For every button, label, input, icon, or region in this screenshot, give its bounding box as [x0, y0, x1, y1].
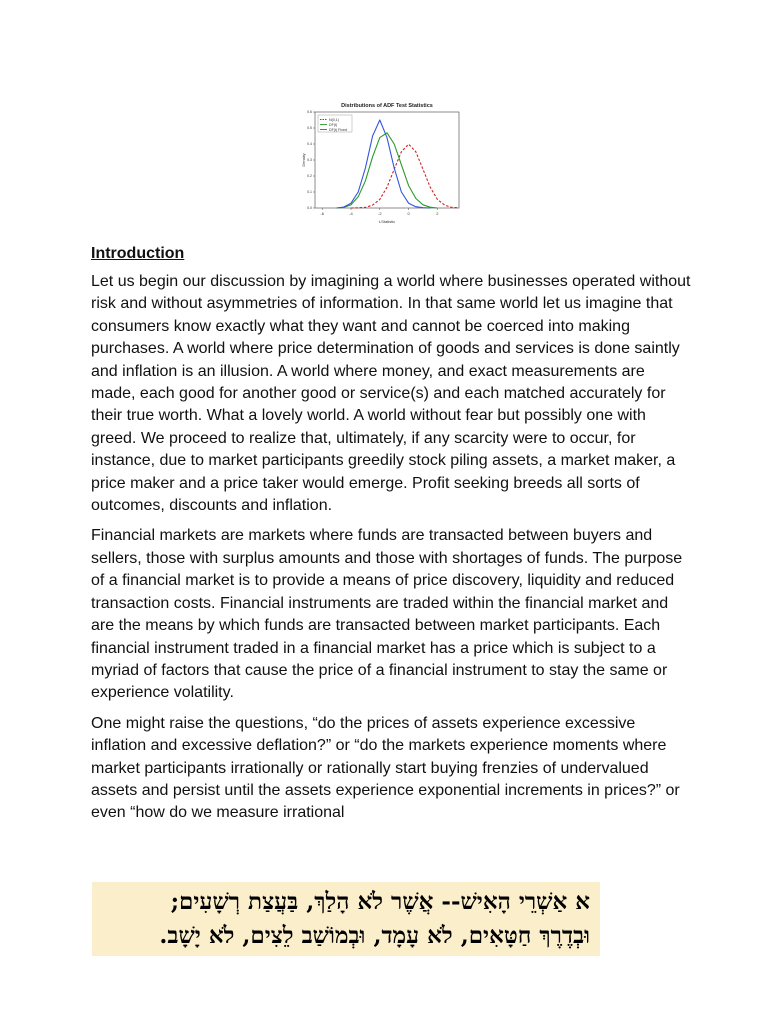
y-tick-label: 0.3 [307, 158, 312, 162]
section-heading: Introduction [91, 245, 185, 262]
chart-title: Distributions of ADF Test Statistics [341, 103, 433, 109]
series-line-3 [337, 120, 431, 208]
hebrew-verse-image [92, 882, 600, 956]
hebrew-line-2: וּבְדֶרֶךְ חַטָּאִים, לֹא עָמָד, וּבְמוֹשַׁב לֵצִים, לֹא יָשָׁב. [159, 922, 590, 949]
paragraph-2: Financial markets are markets where funds are transacted between buyers and sellers, those with surplus amounts and those with shortages of funds. The purpose of a financial market is to provide a means of price discovery, liquidity and reduced transaction costs. Financial instruments are traded within the financial market and are the means by which funds are transacted between market participants. Each financial instrument traded in a financial market has a price which is subject to a myriad of factors that cause the price of a financial instrument to stay the same or experience volatility. [91, 527, 683, 702]
legend-label-2: DF(t) [329, 122, 338, 127]
paragraph-3: One might raise the questions, “do the prices of assets experience excessive inflation and excessive deflation?” or “do the markets experience moments where market participants irrationally or rationally start buying frenzies of undervalued assets and persist until the assets experience exponential increments in prices?” or even “how do we measure irrational [91, 714, 680, 822]
y-tick-label: 0.4 [307, 142, 312, 146]
document-body [91, 243, 691, 833]
y-tick-label: 0.6 [307, 110, 312, 114]
legend-label-1: N(0,1) [329, 117, 339, 122]
y-tick-label: 0.2 [307, 174, 312, 178]
x-tick-label: 2 [436, 211, 439, 216]
x-tick-label: -4 [349, 211, 353, 216]
series-line-2 [337, 133, 438, 208]
y-axis-label: Density [301, 153, 306, 167]
legend-label-3: DF(t) Fixed [329, 127, 347, 132]
y-tick-label: 0.5 [307, 126, 312, 130]
chart-svg [301, 98, 467, 230]
x-tick-label: -2 [378, 211, 382, 216]
x-axis-label: t-Statistic [378, 219, 396, 224]
hebrew-line-1: א אַשְׁרֵי הָאִישׁ-- אֲשֶׁר לֹא הָלַךְ, בַּעֲצַת רְשָׁעִים; [170, 888, 590, 915]
x-tick-label: 0 [407, 211, 410, 216]
adf-distribution-chart [301, 98, 467, 230]
x-tick-label: -6 [320, 211, 324, 216]
y-tick-label: 0.0 [307, 206, 312, 210]
y-tick-label: 0.1 [307, 190, 312, 194]
paragraph-1: Let us begin our discussion by imagining a world where businesses operated without risk and without asymmetries of information. In that same world let us imagine that consumers know exactly what they want and cannot be coerced into making purchases. A world where price determination of goods and services is done saintly and inflation is an illusion. A world where money, and exact measurements are made, each good for another good or service(s) and each matched accurately for their true worth. What a lovely world. A world without fear but possibly one with greed. We proceed to realize that, ultimately, if any scarcity were to occur, for instance, due to market participants greedily stock piling assets, a market maker, a price maker and a price taker would emerge. Profit seeking breeds all sorts of outcomes, discounts and inflation. [91, 273, 691, 515]
